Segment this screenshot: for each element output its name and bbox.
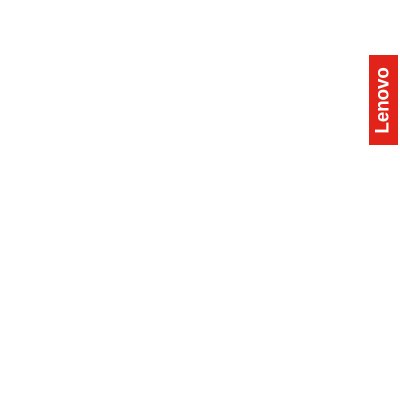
- lenovo-logo-text: Lenovo: [373, 66, 395, 134]
- lenovo-logo: [369, 55, 398, 145]
